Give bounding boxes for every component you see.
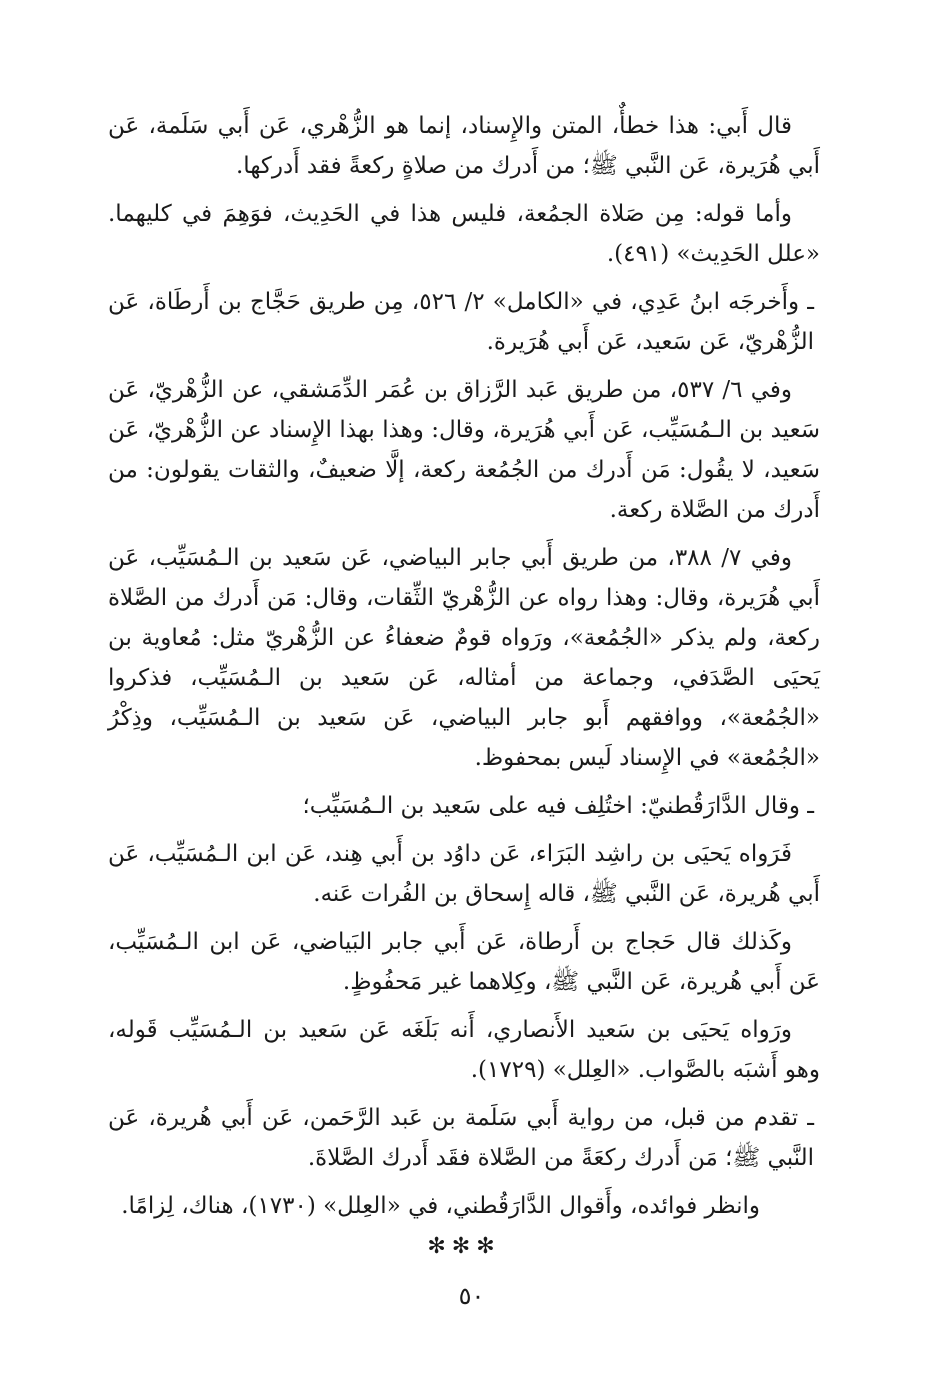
paragraph-7: فَرَواه يَحيَى بن راشِد البَرَاء، عَن داوُد بن أَبي هِند، عَن ابن الـمُسَيِّب، عَن أَبي هُريرة، عَن النَّبي ﷺ، قاله إِسحاق بن الفُرات عَنه. (108, 841, 820, 907)
page-number: ٥٠ (458, 1282, 485, 1310)
paragraph-4: وفي ٦/ ٥٣٧، من طريق عَبد الرَّزاق بن عُمَر الدِّمَشقي، عن الزُّهْريّ، عَن سَعيد بن الـمُسَيِّب، عَن أَبي هُرَيرة، وقال: وهذا بهذا الإِسناد عن الزُّهْريّ، عَن سَعيد، لا يقُول: مَن أَدرك من الجُمُعة ركعة، إلَّا ضعيفٌ، والثقات يقولون: من أَدرك من الصَّلاة ركعة. (108, 377, 820, 523)
paragraph-1: قال أَبي: هذا خطأٌ، المتن والإِسناد، إنما هو الزُّهْري، عَن أَبي سَلَمة، عَن أَبي هُرَيرة، عَن النَّبي ﷺ؛ من أَدرك من صلاةٍ ركعةً فقد أَدركها. (108, 113, 820, 179)
section-separator: ✻✻✻ (427, 1234, 501, 1259)
paragraph-8: وكَذلك قال حَجاج بن أَرطاة، عَن أَبي جابر البَياضي، عَن ابن الـمُسَيِّب، عَن أَبي هُريرة، عَن النَّبي ﷺ، وكِلاهما غير مَحفُوظٍ. (108, 929, 820, 995)
paragraph-9: ورَواه يَحيَى بن سَعيد الأَنصاري، أَنه بَلَغَه عَن سَعيد بن الـمُسَيِّب قَوله، وهو أَشبَه بالصَّواب. «العِلل» (١٧٢٩). (108, 1017, 820, 1083)
paragraph-2: وأما قوله: مِن صَلاة الجمُعة، فليس هذا في الحَدِيث، فوَهِمَ في كليهما. «علل الحَدِيث» (٤٩١). (108, 201, 820, 267)
paragraph-10: ـ تقدم من قبل، من رواية أَبي سَلَمة بن عَبد الرَّحَمن، عَن أَبي هُريرة، عَن النَّبي ﷺ؛ مَن أَدرك ركعَةً من الصَّلاة فقَد أَدرك الصَّلاةَ. (108, 1105, 814, 1171)
paragraph-3: ـ وأَخرجَه ابنُ عَدِي، في «الكامل» ٢/ ٥٢٦، مِن طريق حَجَّاج بن أَرطَاة، عَن الزُّهْريّ، عَن سَعيد، عَن أَبي هُرَيرة. (108, 289, 815, 355)
page-body (108, 106, 820, 1259)
paragraph-6: ـ وقال الدَّارَقُطنيّ: اختُلِف فيه على سَعيد بن الـمُسَيِّب؛ (302, 793, 814, 819)
paragraph-11: وانظر فوائده، وأَقوال الدَّارَقُطني، في «العِلل» (١٧٣٠)، هناك، لِزامًا. (121, 1193, 760, 1219)
paragraph-5: وفي ٧/ ٣٨٨، من طريق أَبي جابر البياضي، عَن سَعيد بن الـمُسَيِّب، عَن أَبي هُرَيرة، وقال: وهذا رواه عن الزُّهْريّ الثِّقات، وقال: مَن أَدرك من الصَّلاة ركعة، ولم يذكر «الجُمُعة»، ورَواه قومٌ ضعفاءُ عن الزُّهْريّ مثل: مُعاوية بن يَحيَى الصَّدَفي، وجماعة من أمثاله، عَن سَعيد بن الـمُسَيِّب، فذكروا «الجُمُعة»، ووافقهم أَبو جابر البياضي، عَن سَعيد بن الـمُسَيِّب، وذِكْرُ «الجُمُعة» في الإِسناد لَيس بمحفوظ. (108, 545, 820, 771)
